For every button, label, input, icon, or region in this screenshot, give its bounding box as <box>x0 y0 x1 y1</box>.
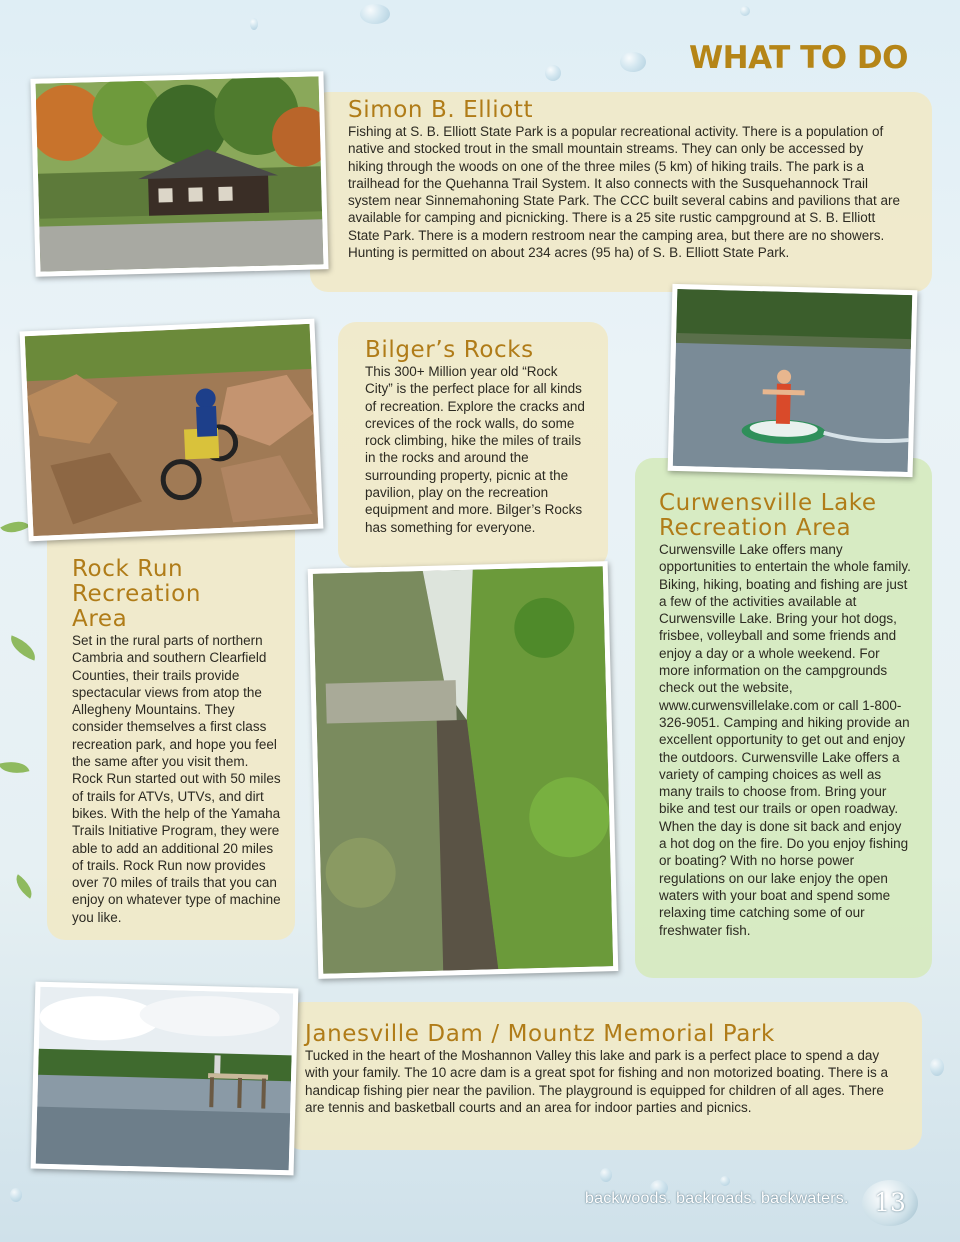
rock-crevice-photo <box>308 561 619 979</box>
water-droplet <box>930 1058 944 1076</box>
leaf-decoration <box>6 635 40 660</box>
water-droplet <box>620 52 646 72</box>
section-janesville-dam <box>285 1002 922 1150</box>
section-title: Curwensville Lake Recreation Area <box>659 490 877 541</box>
section-title: Bilger’s Rocks <box>365 337 534 363</box>
water-droplet <box>720 1176 730 1186</box>
dam-pier-photo <box>31 982 299 1176</box>
water-droplet <box>360 4 390 24</box>
section-bilgers-rocks <box>338 322 608 568</box>
section-title: Rock Run Recreation Area <box>72 556 201 632</box>
page-title: WHAT TO DO <box>688 40 908 76</box>
water-droplet <box>545 65 561 81</box>
water-droplet <box>250 18 258 30</box>
leaf-decoration <box>0 514 30 539</box>
section-body: Set in the rural parts of northern Cambria and southern Clearfield Counties, their trails provide spectacular views from atop the Allegheny Mountains. They consider themselves a first class recreation park, and hope you feel the same after you visit them. Rock Run started out with 50 miles of trails for ATVs, UTVs, and dirt bikes. With the help of the Yamaha Trails Initiative Program, they were able to add an additional 20 miles of trails. Rock Run now provides over 70 miles of trails that you can enjoy on whatever type of machine you like. <box>72 633 281 925</box>
section-body: Fishing at S. B. Elliott State Park is a popular recreational activity. There is a population of native and stocked trout in the small mountain streams. They can only be accessed by hiking through the woods on one of the three miles (5 km) of hiking trails. The park is a trailhead for the Quehanna Trail System. It also connects with the Susquehannock Trail system near Sinnemahoning State Park. The CCC built several cabins and pavilions that are available for camping and picnicking. There is a 25 site rustic campground at S. B. Elliott State Park. There is a modern restroom near the camping area, but there are no showers. Hunting is permitted on about 234 acres (95 ha) of S. B. Elliott State Park. <box>348 124 901 261</box>
water-droplet <box>600 1168 612 1182</box>
leaf-decoration <box>0 757 29 779</box>
cabin-photo <box>30 71 328 277</box>
dirt-bike-photo <box>20 319 324 542</box>
section-rock-run <box>47 505 295 940</box>
footer-tagline: backwoods. backroads. backwaters. <box>585 1190 849 1207</box>
section-body: Curwensville Lake offers many opportunities to entertain the whole family. Biking, hiking, boating and fishing are just a few of the activities available at Curwensville Lake. Bring your hot dogs, frisbee, volleyball and some friends and enjoy a day or a whole weekend. For more information on the campgrounds check out the website, www.curwensvillelake.com or call 1-800-326-9051. Camping and hiking provide an excellent opportunity to get out and enjoy the outdoors. Curwensville Lake offers a variety of camping choices as well as many trails to choose from. Bring your bike and test our trails or open roadway. When the day is done sit back and enjoy a hot dog on the fire. Do you enjoy fishing or boating? With no horse power regulations on our lake enjoy the open waters with your boat and spend some relaxing time catching some of our freshwater fish. <box>659 542 911 938</box>
leaf-decoration <box>10 874 37 898</box>
tubing-photo <box>668 284 918 477</box>
water-droplet <box>10 1188 22 1202</box>
section-title: Simon B. Elliott <box>348 97 534 123</box>
section-body: This 300+ Million year old “Rock City” is the perfect place for all kinds of recreation. Explore the cracks and crevices of the rock walls, do some rock climbing, hike the miles of trails in the rocks and around the surrounding property, picnic at the pavilion, play on the recreation equipment and more. Bilger’s Rocks has something for everyone. <box>365 364 585 535</box>
section-title: Janesville Dam / Mountz Memorial Park <box>305 1021 775 1047</box>
page-number: 13 <box>862 1180 918 1226</box>
water-droplet <box>740 6 750 16</box>
section-body: Tucked in the heart of the Moshannon Valley this lake and park is a perfect place to spend a day with your family. The 10 acre dam is a great spot for fishing and non motorized boating. There is a handicap fishing pier near the pavilion. The playground is equipped for children of all ages. There are tennis and basketball courts and an area for indoor parties and picnics. <box>305 1048 889 1115</box>
section-curwensville-lake <box>635 458 932 978</box>
section-simon-b-elliott <box>310 92 932 292</box>
